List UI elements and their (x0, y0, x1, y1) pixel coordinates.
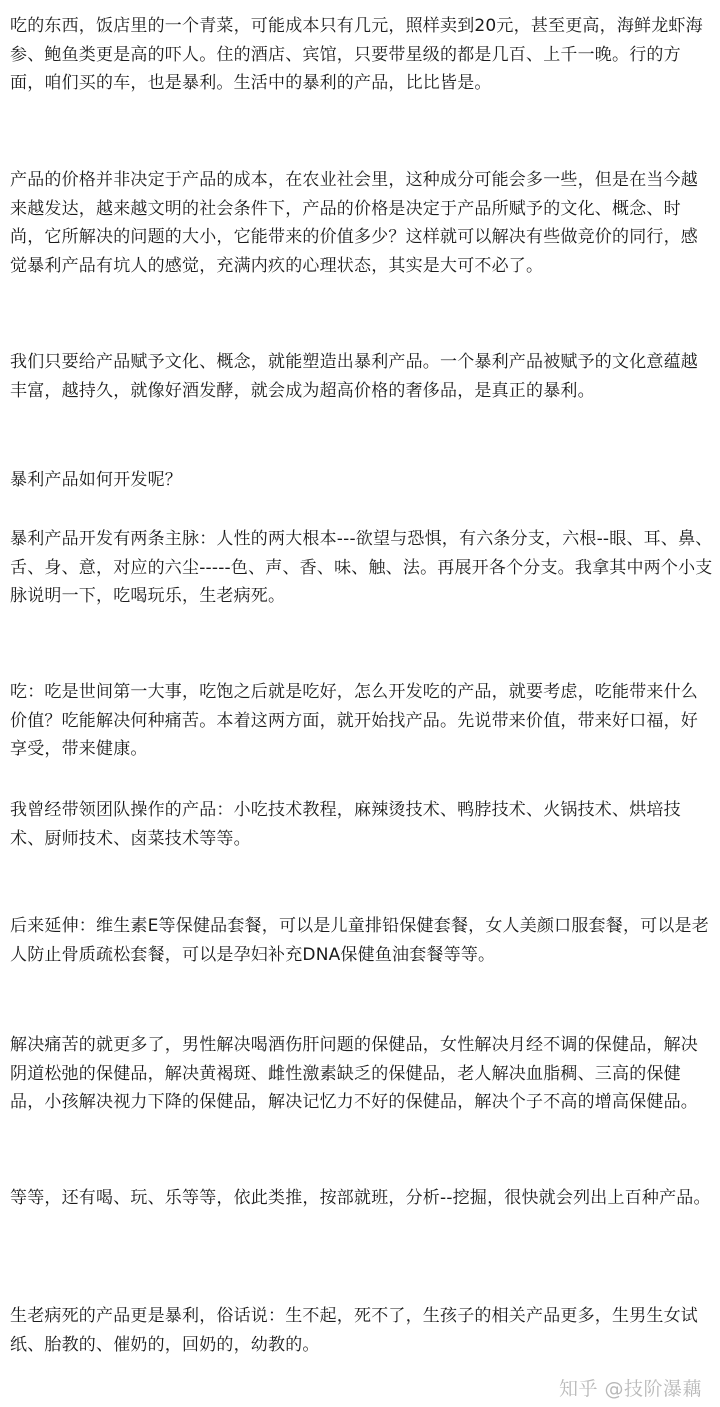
paragraph-pain-solutions: 解决痛苦的就更多了，男性解决喝酒伤肝问题的保健品，女性解决月经不调的保健品，解决阴道松弛的保健品，解决黄褐斑、雌性激素缺乏的保健品，老人解决血脂稠、三高的保健品，小孩解决视力下降的保健品，解决记忆力不好的保健品，解决个子不高的增高保健品。 (10, 1035, 698, 1112)
paragraph-and-so-on: 等等，还有喝、玩、乐等等，依此类推，按部就班，分析--挖掘，很快就会列出上百种产品。 (10, 1188, 711, 1208)
paragraph-extension: 后来延伸：维生素E等保健品套餐，可以是儿童排铅保健套餐，女人美颜口服套餐，可以是老人防止骨质疏松套餐，可以是孕妇补充DNA保健鱼油套餐等等。 (10, 916, 709, 965)
paragraph-birth-death: 生老病死的产品更是暴利，俗话说：生不起，死不了，生孩子的相关产品更多，生男生女试纸、胎教的、催奶的，回奶的，幼教的。 (10, 1306, 698, 1355)
paragraph-intro-examples: 吃的东西，饭店里的一个青菜，可能成本只有几元，照样卖到20元，甚至更高，海鲜龙虾海参、鲍鱼类更是高的吓人。住的酒店、宾馆，只要带星级的都是几百、上千一晚。行的方面，咱们买的车，也是暴利。生活中的暴利的产品，比比皆是。 (10, 16, 703, 93)
paragraph-question-heading: 暴利产品如何开发呢？ (10, 470, 182, 490)
zhihu-watermark: 知乎 @技阶瀑藕 (558, 1378, 702, 1400)
paragraph-two-main-veins: 暴利产品开发有两条主脉：人性的两大根本---欲望与恐惧，有六条分支，六根--眼、耳、鼻、舌、身、意，对应的六尘-----色、声、香、味、触、法。再展开各个分支。我拿其中两个小支脉说明一下，吃喝玩乐，生老病死。 (10, 529, 713, 606)
paragraph-team-products: 我曾经带领团队操作的产品：小吃技术教程，麻辣烫技术、鸭脖技术、火锅技术、烘培技术、厨师技术、卤菜技术等等。 (10, 800, 681, 849)
paragraph-eating: 吃：吃是世间第一大事，吃饱之后就是吃好，怎么开发吃的产品，就要考虑，吃能带来什么价值？吃能解决何种痛苦。本着这两方面，就开始找产品。先说带来价值，带来好口福，好享受，带来健康。 (10, 682, 698, 759)
paragraph-culture-concept: 我们只要给产品赋予文化、概念，就能塑造出暴利产品。一个暴利产品被赋予的文化意蕴越丰富，越持久，就像好酒发酵，就会成为超高价格的奢侈品，是真正的暴利。 (10, 352, 698, 401)
paragraph-pricing-principle: 产品的价格并非决定于产品的成本，在农业社会里，这种成分可能会多一些，但是在当今越来越发达，越来越文明的社会条件下，产品的价格是决定于产品所赋予的文化、概念、时尚，它所解决的问题的大小，它能带来的价值多少？这样就可以解决有些做竞价的同行，感觉暴利产品有坑人的感觉，充满内疚的心理状态，其实是大可不必了。 (10, 170, 698, 276)
